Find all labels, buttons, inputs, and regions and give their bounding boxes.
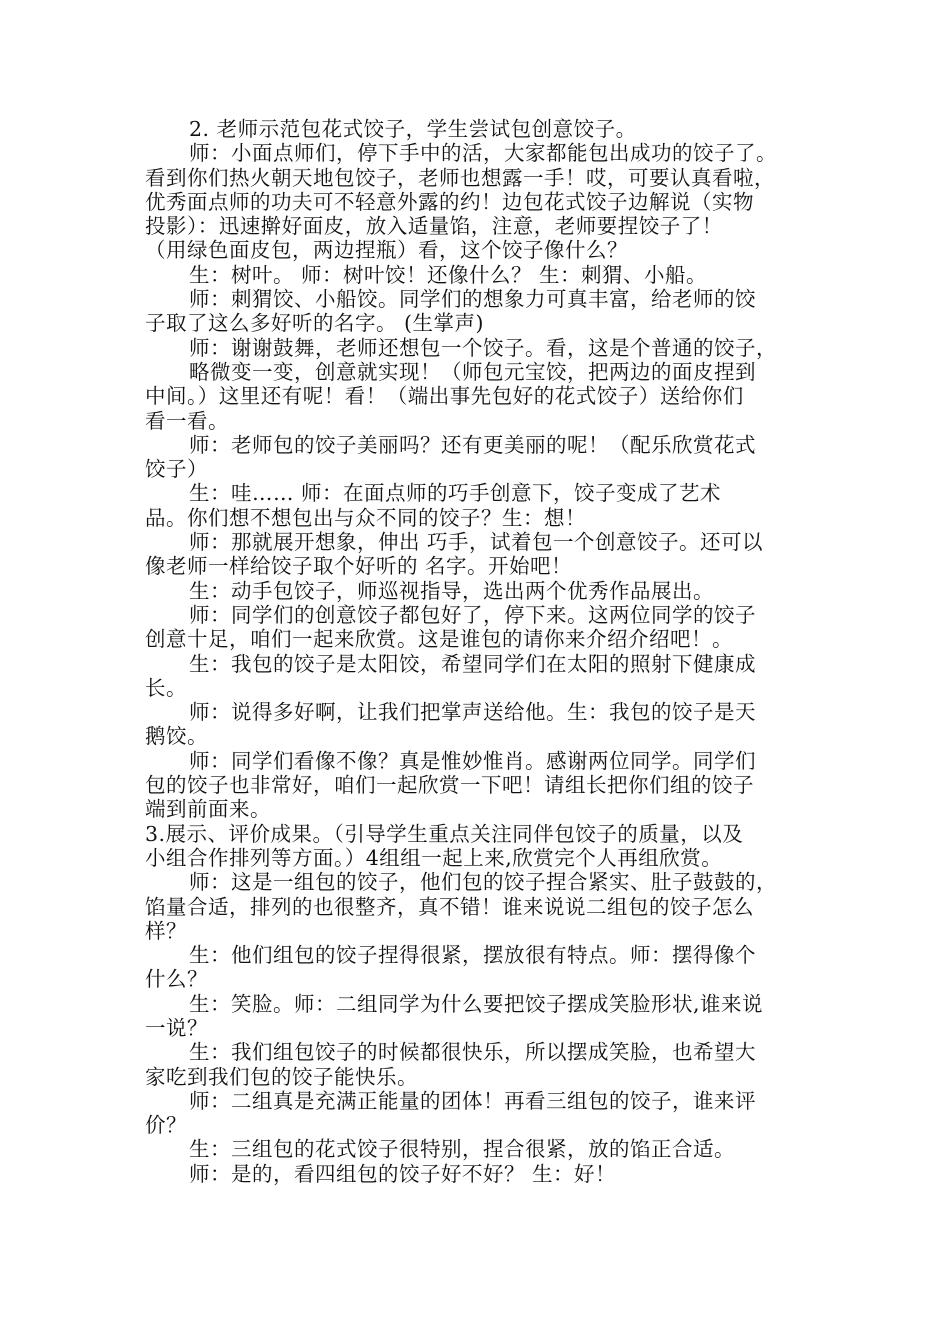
text-line: 生：树叶。 师：树叶饺！还像什么？ 生：刺猬、小船。 (189, 262, 708, 287)
text-line: 鹅饺。 (145, 724, 208, 749)
text-line: 馅量合适，排列的也很整齐，真不错！谁来说说二组包的饺子怎么 (145, 894, 754, 919)
text-line: 价？ (145, 1113, 187, 1138)
text-line: （用绿色面皮包，两边捏瓶）看，这个饺子像什么？ (145, 238, 628, 263)
text-line: 师：这是一组包的饺子，他们包的饺子捏合紧实、肚子鼓鼓的， (189, 870, 777, 895)
text-line: 生：哇…… 师：在面点师的巧手创意下，饺子变成了艺术 (189, 481, 722, 506)
text-line: 什么？ (145, 967, 208, 992)
text-line: 中间。）这里还有呢！看！（端出事先包好的花式饺子）送给你们 (145, 384, 744, 409)
text-line: 优秀面点师的功夫可不轻意外露的约！边包花式饺子边解说（实物 (145, 189, 754, 214)
text-line: 略微变一变，创意就实现！（师包元宝饺，把两边的面皮捏到 (189, 359, 756, 384)
text-line: 师：是的，看四组包的饺子好不好？ 生：好！ (189, 1161, 617, 1186)
text-line: 3.展示、评价成果。（引导学生重点关注同伴包饺子的质量，以及 (145, 821, 744, 846)
text-line: 生：我包的饺子是太阳饺，希望同学们在太阳的照射下健康成 (189, 651, 756, 676)
text-line: 样？ (145, 918, 187, 943)
text-line: 子取了这么多好听的名字。 (生掌声) (145, 311, 485, 336)
text-line: 家吃到我们包的饺子能快乐。 (145, 1064, 418, 1089)
document-body (145, 117, 815, 1186)
text-line: 小组合作排列等方面。）4组组一起上来,欣赏完个人再组欣赏。 (145, 845, 723, 870)
text-line: 2. 老师示范包花式饺子，学生尝试包创意饺子。 (189, 117, 637, 141)
text-line: 师：二组真是充满正能量的团体！再看三组包的饺子，谁来评 (189, 1088, 756, 1113)
text-line: 看一看。 (145, 408, 229, 433)
text-line: 师：小面点师们，停下手中的活，大家都能包出成功的饺子了。 (189, 141, 777, 166)
text-line: 像老师一样给饺子取个好听的 名字。开始吧！ (145, 554, 573, 579)
text-line: 包的饺子也非常好，咱们一起欣赏一下吧！请组长把你们组的饺子 (145, 773, 754, 798)
text-line: 生：我们组包饺子的时候都很快乐，所以摆成笑脸，也希望大 (189, 1040, 756, 1065)
text-line: 端到前面来。 (145, 797, 271, 822)
text-line: 饺子） (145, 457, 208, 482)
text-line: 师：那就展开想象，伸出 巧手，试着包一个创意饺子。还可以 (189, 530, 764, 555)
text-line: 品。你们想不想包出与众不同的饺子？生：想！ (145, 505, 586, 530)
text-line: 一说？ (145, 1015, 208, 1040)
text-line: 师：老师包的饺子美丽吗？还有更美丽的呢！（配乐欣赏花式 (189, 432, 756, 457)
text-line: 生：动手包饺子，师巡视指导，选出两个优秀作品展出。 (189, 578, 714, 603)
text-line: 生：他们组包的饺子捏得很紧，摆放很有特点。师：摆得像个 (189, 943, 756, 968)
text-line: 投影）：迅速擀好面皮，放入适量馅，注意，老师要捏饺子了！ (145, 214, 723, 239)
text-line: 师：谢谢鼓舞，老师还想包一个饺子。看，这是个普通的饺子， (189, 335, 777, 360)
text-line: 师：同学们的创意饺子都包好了，停下来。这两位同学的饺子 (189, 602, 756, 627)
text-line: 长。 (145, 675, 187, 700)
text-line: 创意十足，咱们一起来欣赏。这是谁包的请你来介绍介绍吧！。 (145, 627, 733, 652)
text-line: 师：刺猬饺、小船饺。同学们的想象力可真丰富，给老师的饺 (189, 287, 756, 312)
text-line: 看到你们热火朝天地包饺子，老师也想露一手！哎，可要认真看啦， (145, 165, 775, 190)
text-line: 生：三组包的花式饺子很特别，捏合很紧，放的馅正合适。 (189, 1137, 735, 1162)
text-line: 生：笑脸。师：二组同学为什么要把饺子摆成笑脸形状,谁来说 (189, 991, 764, 1016)
text-line: 师：说得多好啊，让我们把掌声送给他。生：我包的饺子是天 (189, 700, 756, 725)
text-line: 师：同学们看像不像？真是惟妙惟肖。感谢两位同学。同学们 (189, 748, 756, 773)
